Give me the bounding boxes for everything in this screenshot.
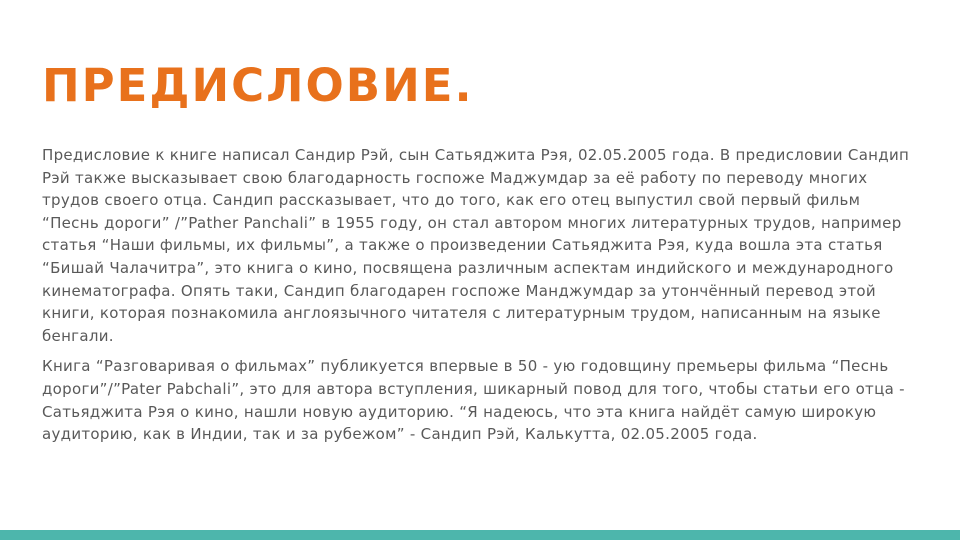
paragraph-1: Предисловие к книге написал Сандир Рэй, сын Сатьяджита Рэя, 02.05.2005 года. В предисловии Сандип Рэй также высказывает свою благодарность госпоже Маджумдар за её работу по переводу многих трудов своего отца. Сандип рассказывает, что до того, как его отец выпустил свой первый фильм “Песнь дороги” /”Pather Panchali” в 1955 году, он стал автором многих литературных трудов, например статья “Наши фильмы, их фильмы”, а также о произведении Сатьяджита Рэя, куда вошла эта статья “Бишай Чалачитра”, это книга о кино, посвящена различным аспектам индийского и международного кинематографа. Опять таки, Сандип благодарен госпоже Манджумдар за утончённый перевод этой книги, которая познакомила англоязычного читателя с литературным трудом, написанным на языке бенгали.: [42, 146, 910, 345]
footer-accent-bar: [0, 530, 960, 540]
slide-title: ПРЕДИСЛОВИЕ.: [42, 59, 474, 112]
paragraph-2: Книга “Разговаривая о фильмах” публикуется впервые в 50 - ую годовщину премьеры фильма “Песнь дороги”/”Pater Pabchali”, это для автора вступления, шикарный повод для того, чтобы статьи его отца - Сатьяджита Рэя о кино, нашли новую аудиторию. “Я надеюсь, что эта книга найдёт самую широкую аудиторию, как в Индии, так и за рубежом” - Сандип Рэй, Калькутта, 02.05.2005 года.: [42, 357, 905, 444]
slide-body: [42, 144, 922, 454]
